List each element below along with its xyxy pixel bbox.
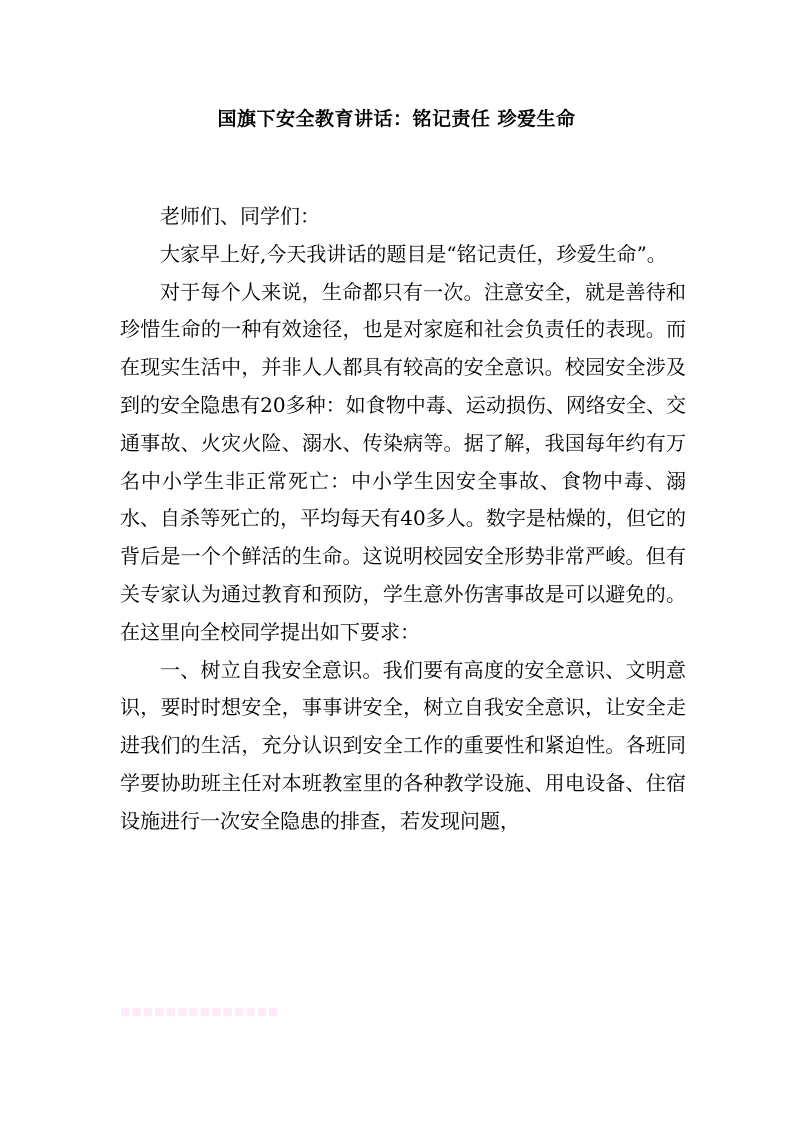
paragraph-requirement-one: 一、树立自我安全意识。我们要有高度的安全意识、文明意识，要时时想安全，事事讲安全，树立自我安全意识，让安全走进我们的生活，充分认识到安全工作的重要性和紧迫性。各班同学要协助班主任对本班教室里的各种教学设施、用电设备、住宿设施进行一次安全隐患的排查，若发现问题， <box>120 657 686 833</box>
paragraph-safety-context: 对于每个人来说，生命都只有一次。注意安全，就是善待和珍惜生命的一种有效途径，也是对家庭和社会负责任的表现。而在现实生活中，并非人人都具有较高的安全意识。校园安全涉及到的安全隐患有20多种：如食物中毒、运动损伤、网络安全、交通事故、火灾火险、溺水、传染病等。据了解，我国每年约有万名中小学生非正常死亡：中小学生因安全事故、食物中毒、溺水、自杀等死亡的，平均每天有40多人。数字是枯燥的，但它的背后是一个个鲜活的生命。这说明校园安全形势非常严峻。但有关专家认为通过教育和预防，学生意外伤害事故是可以避免的。在这里向全校同学提出如下要求： <box>120 279 686 644</box>
paragraph-greeting: 老师们、同学们： <box>160 204 320 228</box>
paragraph-topic: 大家早上好,今天我讲话的题目是“铭记责任，珍爱生命”。 <box>160 241 667 266</box>
faded-watermark-line: ■■■■■■■■■■■■■■ <box>120 1005 280 1018</box>
document-title: 国旗下安全教育讲话：铭记责任 珍爱生命 <box>217 108 576 130</box>
document-body <box>120 198 686 841</box>
